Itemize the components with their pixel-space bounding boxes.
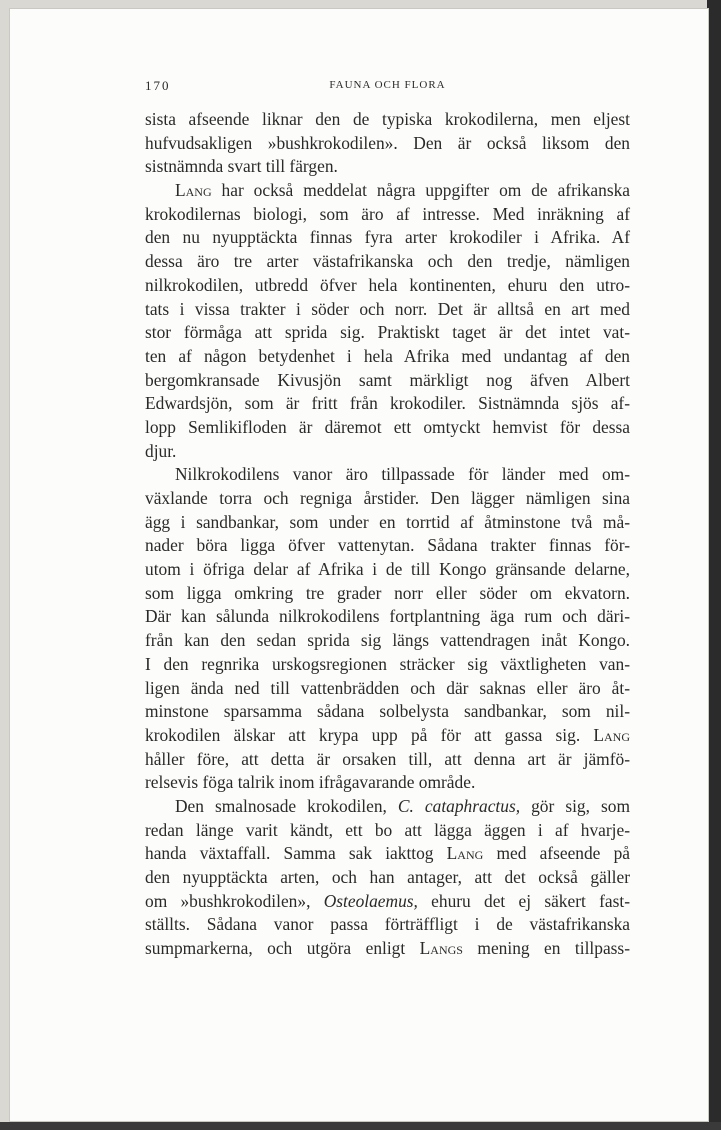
text-line: Där kan sålunda nilkrokodilens fortplantning äga rum och däri- <box>145 606 630 627</box>
text-line <box>145 842 630 866</box>
page-header <box>145 78 630 96</box>
scan-edge-bottom <box>0 1122 721 1130</box>
page-number: 170 <box>145 78 171 93</box>
text-line: krokodilernas biologi, som äro af intresse. Med inräkning af <box>145 203 630 224</box>
text-line: växlande torra och regniga årstider. Den lägger nämligen sina <box>145 488 630 508</box>
author-name: Lang <box>446 843 484 864</box>
species-name: C. cataphractus, <box>397 795 521 816</box>
text-line <box>145 724 630 748</box>
text-line: sista afseende liknar den de typiska krokodilerna, men eljest <box>145 109 630 129</box>
body-text <box>145 108 630 961</box>
text-line: ägg i sandbankar, som under en torrtid af åtminstone två må- <box>145 511 630 532</box>
text-line: djur. <box>145 440 177 461</box>
text-line: dessa äro tre arter västafrikanska och den tredje, nämligen <box>145 251 630 272</box>
text-line: den nyupptäckta arten, och han antager, att det också gäller <box>145 867 630 887</box>
text-run: sumpmarkerna, och utgöra enligt <box>145 938 420 959</box>
species-name: Osteolaemus, <box>323 890 418 911</box>
text-line: nader böra ligga öfver vattenytan. Sådana trakter finnas för- <box>145 535 630 556</box>
text-run: handa växtaffall. Samma sak iakttog <box>145 843 447 864</box>
scan-edge-right <box>707 0 721 1130</box>
text-line: Nilkrokodilens vanor äro tillpassade för länder med om- <box>175 464 630 485</box>
text-line: I den regnrika urskogsregionen sträcker sig växtligheten van- <box>145 653 630 674</box>
text-line: från kan den sedan sprida sig längs vattendragen inåt Kongo. <box>145 630 630 651</box>
text-run: mening en tillpass- <box>462 938 630 959</box>
text-line: lopp Semlikifloden är däremot ett omtyckt hemvist för dessa <box>145 416 630 437</box>
text-run: med afseende på <box>483 843 630 864</box>
author-name: Langs <box>419 938 463 959</box>
text-line <box>145 179 630 203</box>
text-line: bergomkransade Kivusjön samt märkligt nog äfven Albert <box>145 369 630 390</box>
text-line: håller före, att detta är orsaken till, att denna art är jämfö- <box>145 748 630 769</box>
text-line <box>145 890 630 914</box>
text-line <box>145 795 630 819</box>
text-line: ligen ända ned till vattenbrädden och där saknas eller äro åt- <box>145 677 630 698</box>
text-line: relsevis föga talrik inom ifrågavarande område. <box>145 772 476 793</box>
text-line <box>145 937 630 961</box>
text-run: Den smalnosade krokodilen, <box>175 795 398 816</box>
text-line: som ligga omkring tre grader norr eller söder om ekvatorn. <box>145 582 630 603</box>
text-run: gör sig, som <box>520 795 630 816</box>
text-line: nilkrokodilen, utbredd öfver hela kontinenten, ehuru den utro- <box>145 274 630 295</box>
text-run: om »bushkrokodilen», <box>145 890 324 911</box>
text-line: tats i vissa trakter i söder och norr. Det är alltså en art med <box>145 298 630 319</box>
author-name: Lang <box>175 180 212 201</box>
text-line: ställts. Sådana vanor passa förträffligt i de västafrikanska <box>145 914 630 935</box>
text-line: minstone sparsamma sådana solbelysta sandbankar, som nil- <box>145 701 630 722</box>
text-run: krokodilen älskar att krypa upp på för att gassa sig. <box>145 724 594 745</box>
text-line: ten af någon betydenhet i hela Afrika med undantag af den <box>145 345 630 366</box>
text-line: stor förmåga att sprida sig. Praktiskt taget är det intet vat- <box>145 322 630 343</box>
text-line: utom i öfriga delar af Afrika i de till Kongo gränsande delarne, <box>145 559 630 580</box>
text-line: redan länge varit kändt, ett bo att lägga äggen i af hvarje- <box>145 819 630 840</box>
text-run: har också meddelat några uppgifter om de afrikanska <box>211 180 630 201</box>
text-line: den nu nyupptäckta finnas fyra arter krokodiler i Afrika. Af <box>145 227 630 248</box>
text-run: ehuru det ej säkert fast- <box>417 890 630 911</box>
text-line: hufvudsakligen »bushkrokodilen». Den är också liksom den <box>145 132 630 153</box>
author-name: Lang <box>593 724 630 745</box>
text-line: sistnämnda svart till färgen. <box>145 156 338 177</box>
text-line: Edwardsjön, som är fritt från krokodiler. Sistnämnda sjös af- <box>145 393 630 414</box>
running-head: FAUNA OCH FLORA <box>329 79 446 91</box>
